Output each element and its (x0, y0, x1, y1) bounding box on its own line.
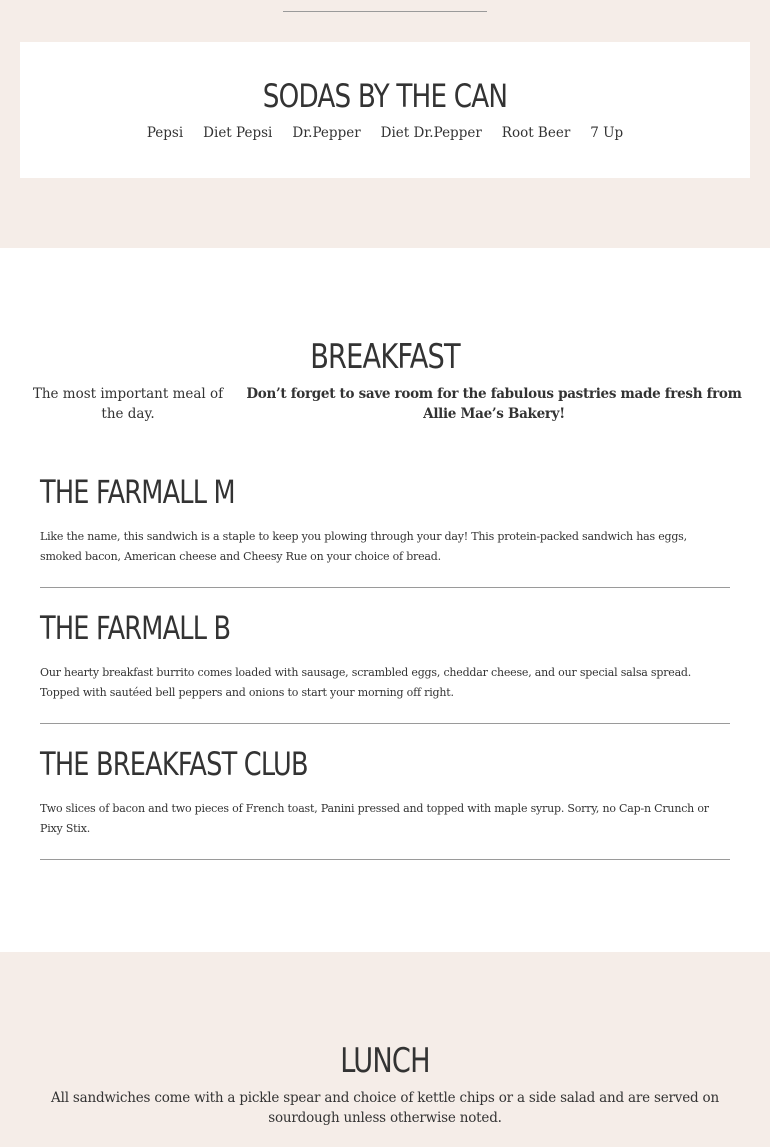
sodas-section (0, 0, 770, 248)
sodas-card (20, 42, 750, 178)
lunch-title: LUNCH (340, 1041, 430, 1081)
sodas-list (20, 124, 750, 142)
breakfast-note: Don’t forget to save room for the fabulous pastries made fresh from Allie Mae’s Bakery! (246, 386, 742, 422)
breakfast-subtitle: The most important meal of the day. (32, 386, 224, 422)
breakfast-title: BREAKFAST (310, 337, 460, 377)
sodas-title: SODAS BY THE CAN (262, 77, 508, 115)
menu-item (40, 473, 730, 563)
menu-item-title: THE FARMALL B (40, 609, 231, 647)
menu-item-title: THE BREAKFAST CLUB (40, 745, 308, 783)
menu-item-description: Two slices of bacon and two pieces of French toast, Panini pressed and topped with maple syrup. Sorry, no Cap-n Crunch or Pixy Stix. (40, 802, 709, 835)
divider (40, 723, 730, 724)
divider (40, 587, 730, 588)
menu-item-title: THE FARMALL M (40, 473, 235, 511)
soda-item-pepsi: Pepsi (146, 125, 184, 141)
soda-item-root-beer: Root Beer (501, 125, 571, 141)
divider (40, 859, 730, 860)
menu-item-description: Our hearty breakfast burrito comes loaded with sausage, scrambled eggs, cheddar cheese, and our special salsa spread. Topped with sautéed bell peppers and onions to start your morning off right. (40, 666, 692, 699)
soda-item-dr-pepper: Dr.Pepper (292, 125, 361, 141)
menu-item-description: Like the name, this sandwich is a staple to keep you plowing through your day! This protein-packed sandwich has eggs, smoked bacon, American cheese and Cheesy Rue on your choice of bread. (40, 530, 687, 563)
soda-item-diet-dr-pepper: Diet Dr.Pepper (380, 125, 482, 141)
soda-item-7-up: 7 Up (590, 125, 624, 141)
divider (283, 11, 487, 12)
lunch-subtitle: All sandwiches come with a pickle spear and choice of kettle chips or a side salad and are served on sourdough unless otherwise noted. (51, 1090, 719, 1126)
menu-item (40, 609, 730, 699)
menu-item (40, 745, 730, 835)
soda-item-diet-pepsi: Diet Pepsi (203, 125, 273, 141)
